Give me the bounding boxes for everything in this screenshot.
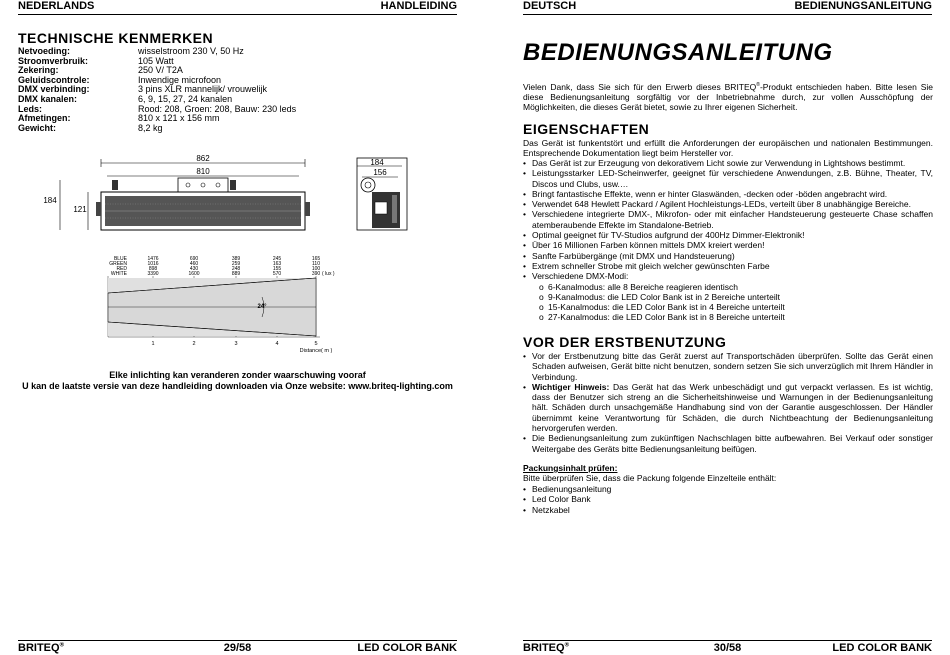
list-item: • Sanfte Farbübergänge (mit DMX und Handsteuerung): [523, 251, 933, 261]
svg-text:3390: 3390: [147, 271, 159, 277]
page-title: BEDIENUNGSANLEITUNG: [523, 39, 833, 66]
beam-color-label: BLUE: [113, 256, 127, 262]
list-item: • Leistungsstarker LED-Scheinwerfer, geeignet für verschiedene Anwendungen, z.B. Bühne, Theater, TV, Discos und Clubs, usw.…: [523, 168, 933, 189]
list-item: • Extrem schneller Strobe mit gleich welcher gewünschten Farbe: [523, 261, 933, 271]
features-title: EIGENSCHAFTEN: [523, 121, 650, 137]
intro-paragraph: Vielen Dank, dass Sie sich für den Erwerb dieses BRITEQ®-Produkt entschieden haben. Bitte lesen Sie diese Bedienungsanleitung sorgfältig vor der Inbetriebnahme durch, zur vollen Ausschöpfung der Möglichkeiten, die dieses Gerät bietet, sowie zu Ihrer eigenen Sicherheit.: [523, 81, 933, 113]
svg-text:5: 5: [314, 341, 318, 347]
dim-side-height: 184: [370, 158, 384, 167]
features-list: [523, 158, 933, 323]
footer-product: LED COLOR BANK: [832, 642, 932, 654]
package-section: [523, 463, 933, 484]
spec-row: Geluidscontrole: Inwendige microfoon: [18, 74, 222, 85]
before-use-title: VOR DER ERSTBENUTZUNG: [523, 334, 727, 350]
svg-text:889: 889: [231, 271, 241, 277]
spec-row: Gewicht: 8,2 kg: [18, 122, 163, 133]
package-list: [523, 484, 933, 515]
svg-text:390: 390: [311, 271, 321, 277]
section-title: TECHNISCHE KENMERKEN: [18, 30, 214, 46]
list-item: • Wichtiger Hinweis: Das Gerät hat das Werk unbeschädigt und gut verpackt verlassen. Es ist wichtig, dass der Benutzer sich streng an die Sicherheitshinweise und Warnungen in der Bedienungsanleitung hält. Schäden durch unsachgemäße Handhabung sind von der Garantie ausgeschlossen. Der Händler übernimmt keine Verantwortung für Schäden, die durch Nichtbeachtung der Bedienungsanleitung hervorgerufen werden.: [523, 382, 933, 433]
spec-row: Stroomverbruik: 105 Watt: [18, 55, 174, 66]
svg-text:1016: 1016: [147, 261, 159, 267]
list-item: • Über 16 Millionen Farben können mittels DMX kreiert werden!: [523, 240, 933, 250]
beam-color-label: WHITE: [110, 271, 127, 277]
svg-text:4: 4: [275, 341, 279, 347]
beam-color-label: RED: [116, 266, 127, 272]
mode-item: o 15-Kanalmodus: die LED Color Bank ist in 4 Bereiche unterteilt: [523, 302, 933, 312]
svg-text:248: 248: [231, 266, 241, 272]
beam-color-label: GREEN: [109, 261, 127, 267]
spec-row: DMX verbinding: 3 pins XLR mannelijk/ vrouwelijk: [18, 84, 268, 95]
dim-height-body: 121: [73, 205, 87, 214]
footer-brand: BRITEQ®: [523, 642, 569, 654]
svg-text:1: 1: [151, 341, 155, 347]
svg-text:898: 898: [148, 266, 158, 272]
list-item: • Bringt fantastische Effekte, wenn er hinter Glaswänden, -decken oder -böden angebracht wird.: [523, 189, 933, 199]
list-item: • Verwendet 648 Hewlett Packard / Agilent Hochleistungs-LEDs, verteilt über 8 unabhängige Bereiche.: [523, 199, 933, 209]
list-item: • Verschiedene integrierte DMX-, Mikrofon- oder mit einfacher Handsteuerung gesteuerte Chase schaffen atemberaubende Effekte im Standalone-Betrieb.: [523, 209, 933, 230]
header-language: DEUTSCH: [523, 0, 577, 12]
spec-row: Afmetingen: 810 x 121 x 156 mm: [18, 113, 220, 124]
footer-brand: BRITEQ®: [18, 642, 64, 654]
spec-row: Leds: Rood: 208, Groen: 208, Bauw: 230 leds: [18, 103, 297, 114]
distance-label: Distance( m ): [299, 348, 333, 354]
page-header: [523, 0, 932, 15]
dim-width-body: 810: [196, 167, 210, 176]
svg-text:389: 389: [231, 256, 241, 262]
svg-text:100: 100: [311, 266, 321, 272]
header-section: BEDIENUNGSANLEITUNG: [794, 0, 932, 12]
mode-item: o 27-Kanalmodus: die LED Color Bank ist in 8 Bereiche unterteilt: [523, 312, 933, 322]
list-item: • Das Gerät ist zur Erzeugung von dekorativem Licht sowie zur Verwendung in Lightshows bestimmt.: [523, 158, 933, 168]
dim-height-total: 184: [43, 196, 57, 205]
spec-row: DMX kanalen: 6, 9, 15, 27, 24 kanalen: [18, 93, 233, 104]
svg-text:165: 165: [311, 256, 321, 262]
lux-unit: ( lux ): [322, 271, 335, 277]
list-item: • Led Color Bank: [523, 494, 933, 504]
features-intro: Das Gerät ist funkentstört und erfüllt die Anforderungen der europäischen und nationalen Bestimmungen. Entsprechende Dokumentation liegt beim Hersteller vor.: [523, 138, 933, 159]
svg-text:3: 3: [234, 341, 238, 347]
dim-side-depth: 156: [373, 168, 387, 177]
header-language: NEDERLANDS: [18, 0, 95, 12]
note-line: Elke inlichting kan veranderen zonder waarschuwing vooraf: [109, 370, 366, 380]
svg-text:155: 155: [272, 266, 282, 272]
list-item: • Vor der Erstbenutzung bitte das Gerät zuerst auf Transportschäden überprüfen. Sollte das Gerät einen Schaden aufweisen, Gerät bitte nicht benutzen, sondern setzen Sie sich unverzüglich mit Ihrem Händler in Verbindung.: [523, 351, 933, 382]
list-item: • Die Bedienungsanleitung zum zukünftigen Nachschlagen bitte aufbewahren. Bei Verkauf oder sonstiger Weitergabe des Geräts bitte Bedienungsanleitung beifügen.: [523, 433, 933, 454]
svg-text:570: 570: [272, 271, 282, 277]
beam-angle: 24°: [257, 304, 267, 310]
dim-width-total: 862: [196, 154, 210, 163]
svg-text:163: 163: [272, 261, 282, 267]
package-title: Packungsinhalt prüfen:: [523, 463, 618, 473]
page-number: 30/58: [713, 642, 742, 654]
mode-item: o 6-Kanalmodus: alle 8 Bereiche reagieren identisch: [523, 282, 933, 292]
list-item: • Verschiedene DMX-Modi:: [523, 271, 933, 281]
page-footer: [523, 640, 932, 655]
spec-row: Zekering: 250 V/ T2A: [18, 65, 183, 76]
list-item: • Bedienungsanleitung: [523, 484, 933, 494]
svg-text:2: 2: [192, 341, 196, 347]
svg-text:110: 110: [312, 261, 320, 267]
spec-row: Netvoeding: wisselstroom 230 V, 50 Hz: [18, 46, 244, 56]
svg-text:690: 690: [189, 256, 199, 262]
header-section: HANDLEIDING: [380, 0, 457, 12]
before-use-list: [523, 351, 933, 454]
svg-text:245: 245: [272, 256, 282, 262]
list-item: • Optimal geeignet für TV-Studios aufgrund der 400Hz Dimmer-Elektronik!: [523, 230, 933, 240]
svg-text:460: 460: [189, 261, 199, 267]
svg-text:1600: 1600: [188, 271, 200, 277]
svg-text:259: 259: [231, 261, 241, 267]
page-number: 29/58: [223, 642, 252, 654]
list-item: • Netzkabel: [523, 505, 933, 515]
package-intro: Bitte überprüfen Sie, dass die Packung folgende Einzelteile enthält:: [523, 473, 777, 484]
mode-item: o 9-Kanalmodus: die LED Color Bank ist in 2 Bereiche unterteilt: [523, 292, 933, 302]
svg-text:1476: 1476: [147, 256, 159, 262]
svg-text:430: 430: [189, 266, 199, 272]
footer-product: LED COLOR BANK: [357, 642, 457, 654]
website-note: U kan de laatste versie van deze handleiding downloaden via Onze website: www.briteq-lighting.com: [22, 381, 453, 391]
